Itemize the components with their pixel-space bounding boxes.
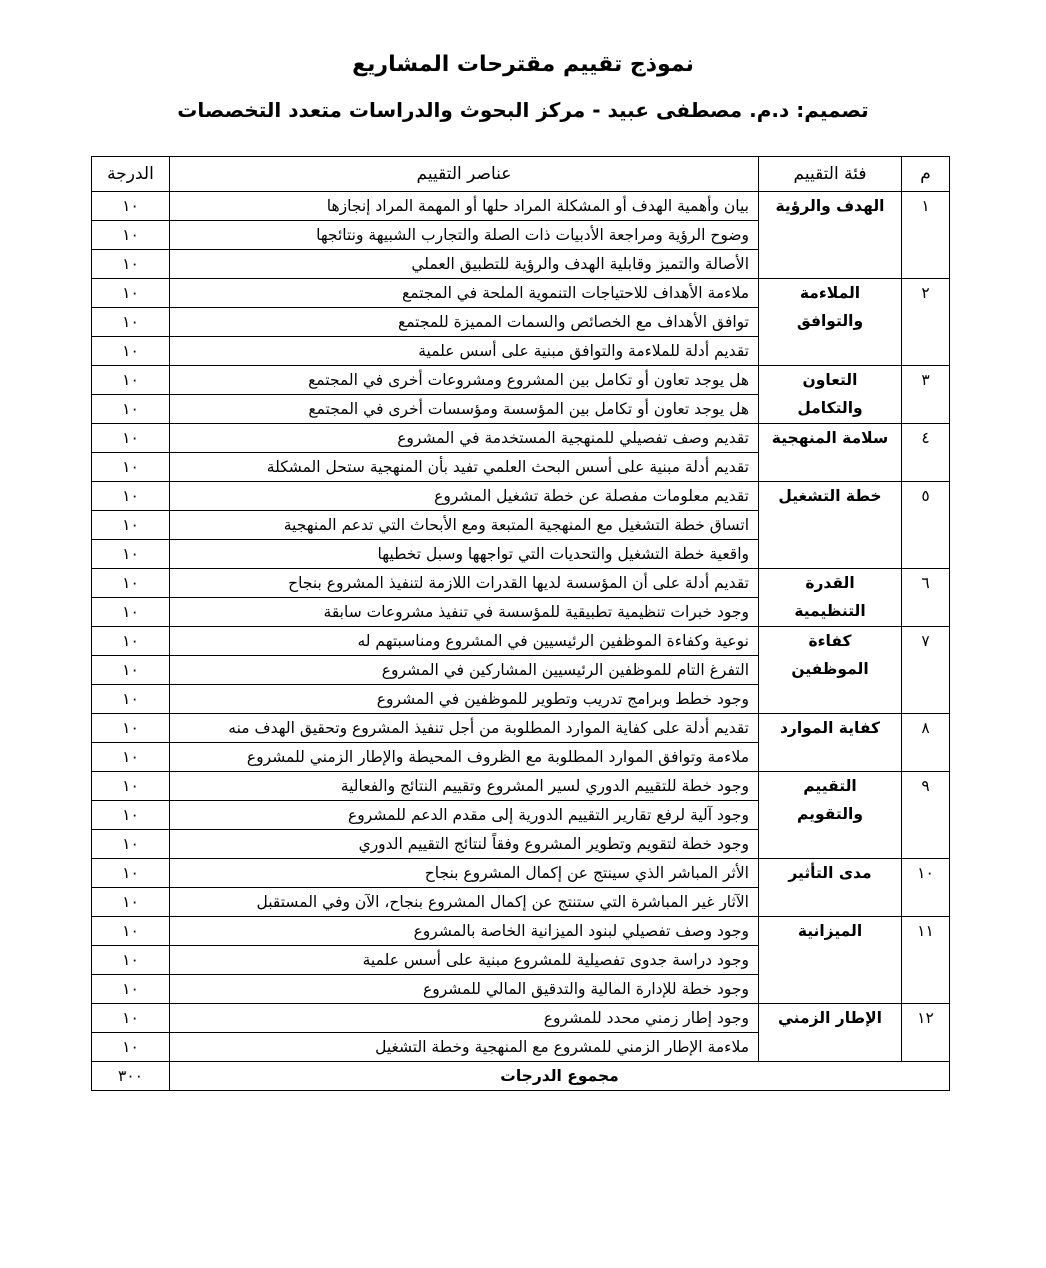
table-row: [92, 482, 950, 511]
item-score: ١٠: [92, 250, 170, 279]
item-score: ١٠: [92, 337, 170, 366]
item-score: ١٠: [92, 685, 170, 714]
table-row: [92, 569, 950, 598]
item-score: ١٠: [92, 1033, 170, 1062]
item-score: ١٠: [92, 975, 170, 1004]
evaluation-item: تقديم وصف تفصيلي للمنهجية المستخدمة في المشروع: [170, 424, 759, 453]
group-number: ٥: [902, 482, 950, 569]
total-row: [92, 1062, 950, 1091]
group-number: ١١: [902, 917, 950, 1004]
evaluation-item: واقعية خطة التشغيل والتحديات التي تواجهها وسبل تخطيها: [170, 540, 759, 569]
evaluation-item: ملاءمة الإطار الزمني للمشروع مع المنهجية وخطة التشغيل: [170, 1033, 759, 1062]
evaluation-item: الأثر المباشر الذي سينتج عن إكمال المشروع بنجاح: [170, 859, 759, 888]
evaluation-item: ملاءمة وتوافق الموارد المطلوبة مع الظروف المحيطة والإطار الزمني للمشروع: [170, 743, 759, 772]
item-score: ١٠: [92, 540, 170, 569]
group-category: التقييم والتقويم: [759, 772, 902, 859]
item-score: ١٠: [92, 830, 170, 859]
evaluation-item: التفرغ التام للموظفين الرئيسيين المشاركين في المشروع: [170, 656, 759, 685]
header-num: م: [902, 157, 950, 192]
group-category: خطة التشغيل: [759, 482, 902, 569]
table-row: [92, 772, 950, 801]
header-category: فئة التقييم: [759, 157, 902, 192]
item-score: ١٠: [92, 627, 170, 656]
evaluation-item: اتساق خطة التشغيل مع المنهجية المتبعة ومع الأبحاث التي تدعم المنهجية: [170, 511, 759, 540]
table-row: [92, 714, 950, 743]
table-row: [92, 917, 950, 946]
item-score: ١٠: [92, 482, 170, 511]
item-score: ١٠: [92, 366, 170, 395]
evaluation-table: [91, 156, 950, 1091]
header-elements: عناصر التقييم: [170, 157, 759, 192]
item-score: ١٠: [92, 279, 170, 308]
group-category: الهدف والرؤية: [759, 192, 902, 279]
evaluation-item: وجود آلية لرفع تقارير التقييم الدورية إلى مقدم الدعم للمشروع: [170, 801, 759, 830]
evaluation-item: بيان وأهمية الهدف أو المشكلة المراد حلها أو المهمة المراد إنجازها: [170, 192, 759, 221]
evaluation-item: وضوح الرؤية ومراجعة الأدبيات ذات الصلة والتجارب الشبيهة ونتائجها: [170, 221, 759, 250]
group-number: ١: [902, 192, 950, 279]
evaluation-item: الآثار غير المباشرة التي ستنتج عن إكمال المشروع بنجاح، الآن وفي المستقبل: [170, 888, 759, 917]
page-subtitle: تصميم: د.م. مصطفى عبيد - مركز البحوث والدراسات متعدد التخصصات: [177, 98, 869, 122]
total-value: ٣٠٠: [92, 1062, 170, 1091]
group-number: ١٠: [902, 859, 950, 917]
group-category: مدى التأثير: [759, 859, 902, 917]
item-score: ١٠: [92, 453, 170, 482]
item-score: ١٠: [92, 221, 170, 250]
evaluation-item: هل يوجد تعاون أو تكامل بين المشروع ومشروعات أخرى في المجتمع: [170, 366, 759, 395]
table-body: [92, 192, 950, 1062]
evaluation-item: وجود دراسة جدوى تفصيلية للمشروع مبنية على أسس علمية: [170, 946, 759, 975]
evaluation-item: نوعية وكفاءة الموظفين الرئيسيين في المشروع ومناسبتهم له: [170, 627, 759, 656]
group-number: ٤: [902, 424, 950, 482]
evaluation-item: وجود إطار زمني محدد للمشروع: [170, 1004, 759, 1033]
table-header-row: [92, 157, 950, 192]
item-score: ١٠: [92, 743, 170, 772]
item-score: ١٠: [92, 859, 170, 888]
group-number: ٧: [902, 627, 950, 714]
evaluation-item: وجود خطة لتقويم وتطوير المشروع وفقاً لنتائج التقييم الدوري: [170, 830, 759, 859]
page-title: نموذج تقييم مقترحات المشاريع: [352, 52, 694, 77]
item-score: ١٠: [92, 656, 170, 685]
item-score: ١٠: [92, 772, 170, 801]
item-score: ١٠: [92, 714, 170, 743]
group-number: ٨: [902, 714, 950, 772]
table-row: [92, 627, 950, 656]
table-row: [92, 279, 950, 308]
item-score: ١٠: [92, 308, 170, 337]
group-number: ٣: [902, 366, 950, 424]
item-score: ١٠: [92, 888, 170, 917]
group-number: ٦: [902, 569, 950, 627]
item-score: ١٠: [92, 801, 170, 830]
table-row: [92, 1004, 950, 1033]
item-score: ١٠: [92, 598, 170, 627]
item-score: ١٠: [92, 192, 170, 221]
group-category: الإطار الزمني: [759, 1004, 902, 1062]
evaluation-item: تقديم معلومات مفصلة عن خطة تشغيل المشروع: [170, 482, 759, 511]
group-number: ٢: [902, 279, 950, 366]
group-category: الملاءمة والتوافق: [759, 279, 902, 366]
evaluation-item: تقديم أدلة مبنية على أسس البحث العلمي تفيد بأن المنهجية ستحل المشكلة: [170, 453, 759, 482]
evaluation-item: الأصالة والتميز وقابلية الهدف والرؤية للتطبيق العملي: [170, 250, 759, 279]
evaluation-item: هل يوجد تعاون أو تكامل بين المؤسسة ومؤسسات أخرى في المجتمع: [170, 395, 759, 424]
evaluation-item: تقديم أدلة للملاءمة والتوافق مبنية على أسس علمية: [170, 337, 759, 366]
evaluation-item: وجود وصف تفصيلي لبنود الميزانية الخاصة بالمشروع: [170, 917, 759, 946]
item-score: ١٠: [92, 424, 170, 453]
evaluation-item: وجود خطط وبرامج تدريب وتطوير للموظفين في المشروع: [170, 685, 759, 714]
group-category: سلامة المنهجية: [759, 424, 902, 482]
evaluation-item: وجود خطة للإدارة المالية والتدقيق المالي للمشروع: [170, 975, 759, 1004]
group-number: ١٢: [902, 1004, 950, 1062]
table-row: [92, 424, 950, 453]
total-label: مجموع الدرجات: [170, 1062, 950, 1091]
evaluation-item: وجود خطة للتقييم الدوري لسير المشروع وتقييم النتائج والفعالية: [170, 772, 759, 801]
evaluation-item: ملاءمة الأهداف للاحتياجات التنموية الملحة في المجتمع: [170, 279, 759, 308]
group-category: الميزانية: [759, 917, 902, 1004]
group-category: التعاون والتكامل: [759, 366, 902, 424]
table-row: [92, 366, 950, 395]
evaluation-item: توافق الأهداف مع الخصائص والسمات المميزة للمجتمع: [170, 308, 759, 337]
header-score: الدرجة: [92, 157, 170, 192]
group-number: ٩: [902, 772, 950, 859]
group-category: كفاية الموارد: [759, 714, 902, 772]
item-score: ١٠: [92, 946, 170, 975]
table-row: [92, 859, 950, 888]
item-score: ١٠: [92, 569, 170, 598]
evaluation-item: وجود خبرات تنظيمية تطبيقية للمؤسسة في تنفيذ مشروعات سابقة: [170, 598, 759, 627]
table-row: [92, 192, 950, 221]
evaluation-item: تقديم أدلة على كفاية الموارد المطلوبة من أجل تنفيذ المشروع وتحقيق الهدف منه: [170, 714, 759, 743]
item-score: ١٠: [92, 511, 170, 540]
item-score: ١٠: [92, 1004, 170, 1033]
group-category: القدرة التنظيمية: [759, 569, 902, 627]
item-score: ١٠: [92, 917, 170, 946]
group-category: كفاءة الموظفين: [759, 627, 902, 714]
evaluation-item: تقديم أدلة على أن المؤسسة لديها القدرات اللازمة لتنفيذ المشروع بنجاح: [170, 569, 759, 598]
item-score: ١٠: [92, 395, 170, 424]
